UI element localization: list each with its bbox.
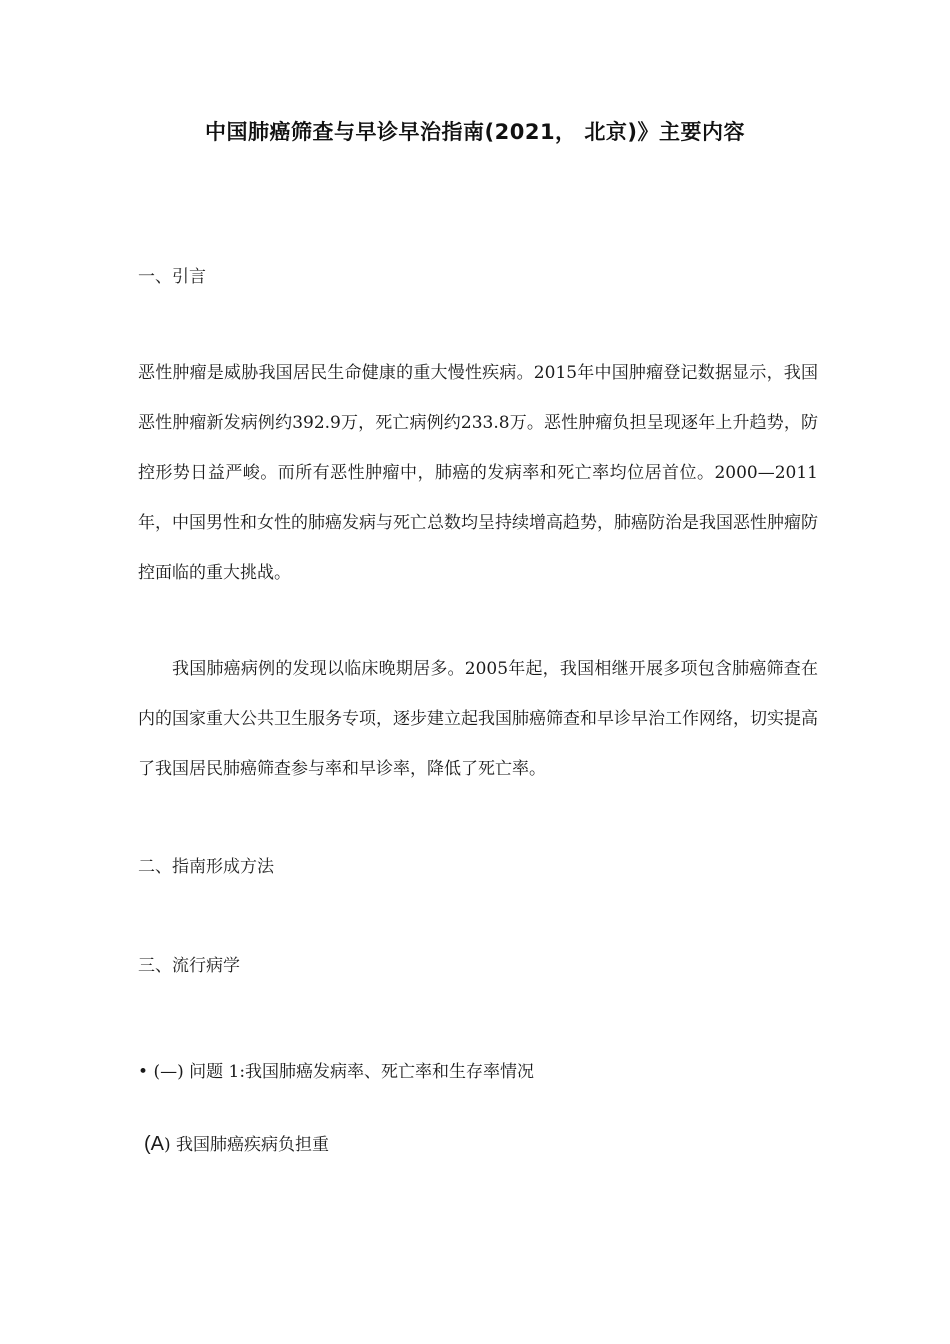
document-title: 中国肺癌筛查与早诊早治指南(2021， 北京)》主要内容 bbox=[205, 120, 745, 144]
section-heading-epidemiology: 三、流行病学 bbox=[138, 956, 240, 976]
subitem-a bbox=[144, 1132, 329, 1157]
question-item bbox=[138, 1060, 534, 1084]
section-heading-introduction: 一、引言 bbox=[138, 267, 206, 287]
bullet-marker: • bbox=[138, 1062, 149, 1082]
paragraph-introduction-1: 恶性肿瘤是威胁我国居民生命健康的重大慢性疾病。2015年中国肿瘤登记数据显示，我国恶性肿瘤新发病例约392.9万，死亡病例约233.8万。恶性肿瘤负担呈现逐年上升趋势，防控形势日益严峻。而所有恶性肿瘤中，肺癌的发病率和死亡率均位居首位。2000—2011年，中国男性和女性的肺癌发病与死亡总数均呈持续增高趋势，肺癌防治是我国恶性肿瘤防控面临的重大挑战。 bbox=[138, 363, 818, 583]
subitem-marker: (A bbox=[144, 1133, 164, 1155]
subitem-text: ) 我国肺癌疾病负担重 bbox=[164, 1135, 330, 1155]
paragraph-introduction-2: 我国肺癌病例的发现以临床晚期居多。2005年起，我国相继开展多项包含肺癌筛查在内的国家重大公共卫生服务专项，逐步建立起我国肺癌筛查和早诊早治工作网络，切实提高了我国居民肺癌筛查参与率和早诊率，降低了死亡率。 bbox=[138, 659, 818, 779]
question-text: (—) 问题 1:我国肺癌发病率、死亡率和生存率情况 bbox=[153, 1062, 535, 1082]
section-heading-methods: 二、指南形成方法 bbox=[138, 857, 274, 877]
